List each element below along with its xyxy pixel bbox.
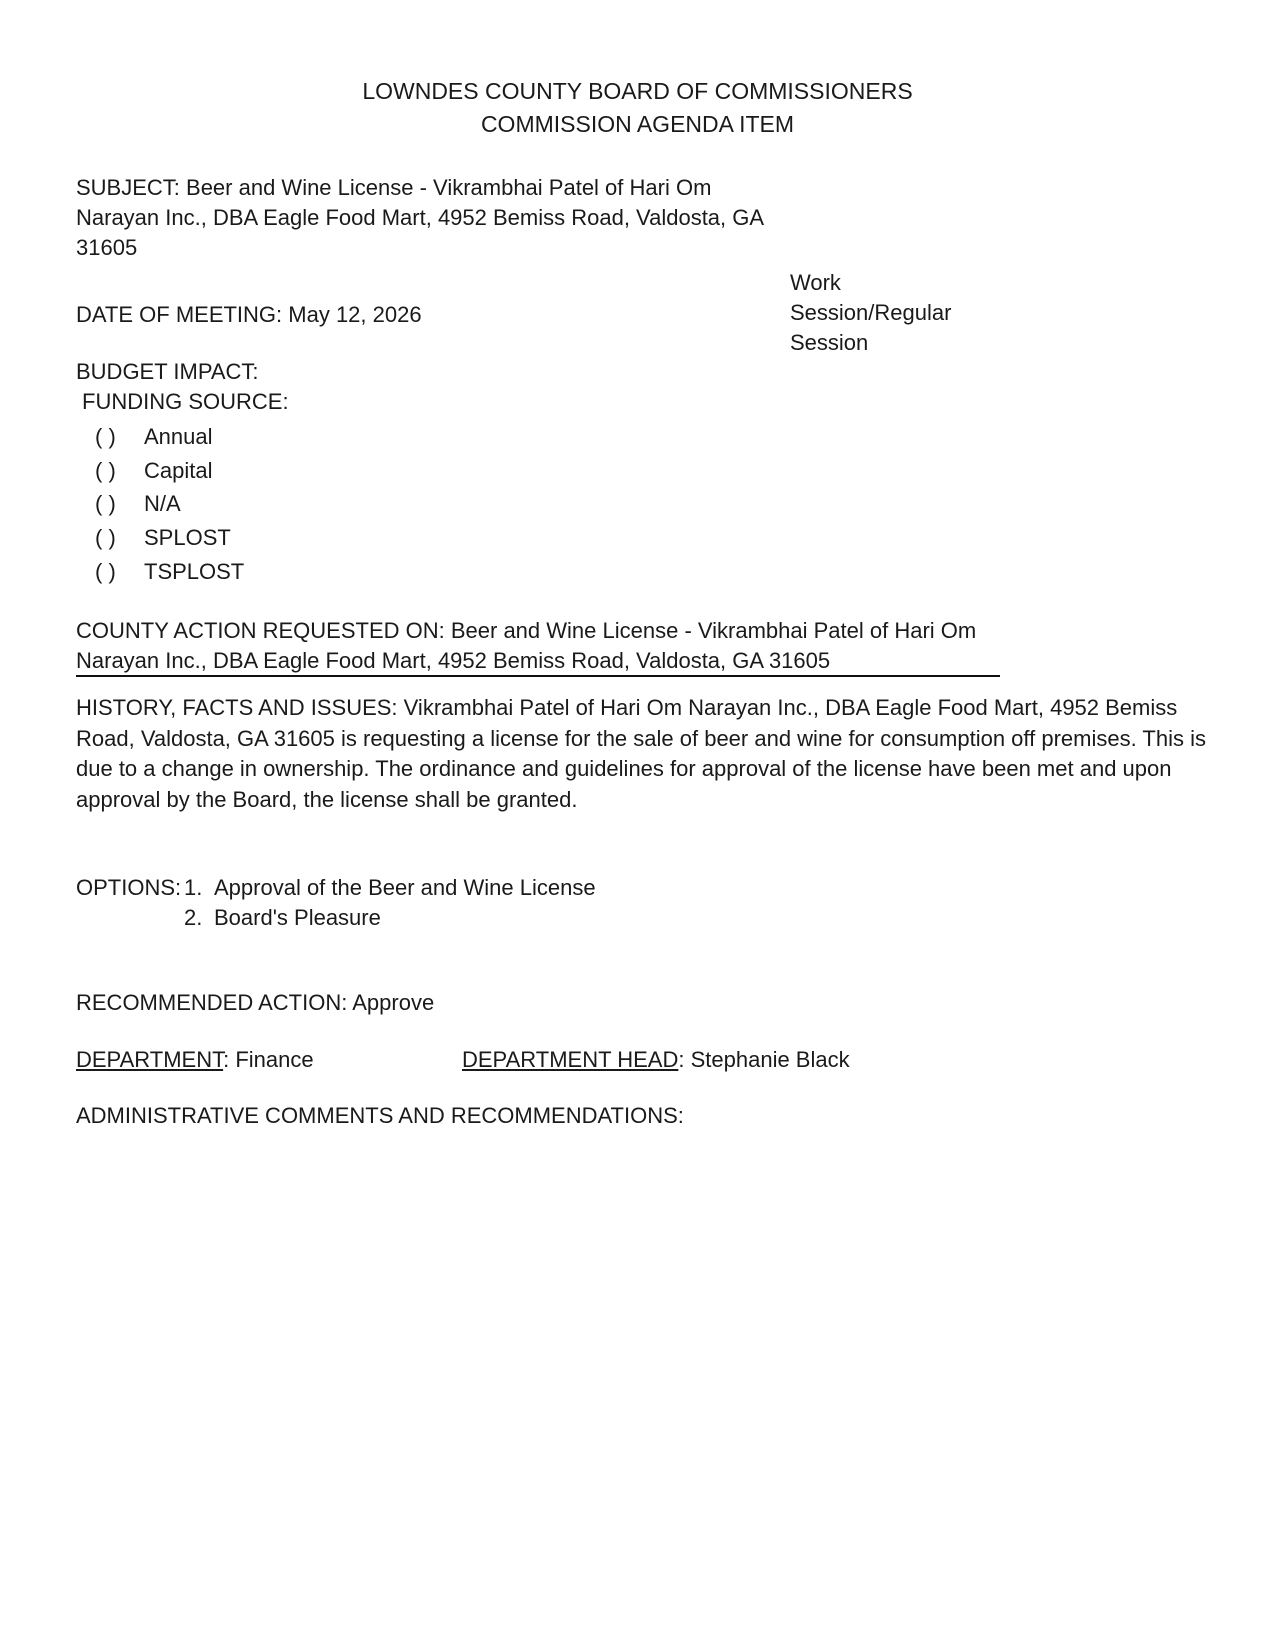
budget-impact-label: BUDGET IMPACT: bbox=[76, 359, 259, 384]
option-2-text: Board's Pleasure bbox=[214, 905, 381, 930]
department-field bbox=[76, 1045, 314, 1075]
agenda-item-title: COMMISSION AGENDA ITEM bbox=[480, 111, 795, 137]
department-label: DEPARTMENT bbox=[76, 1047, 224, 1072]
meeting-date: DATE OF MEETING: May 12, 2026 bbox=[76, 302, 422, 327]
funding-option-splost-checkbox: ( ) bbox=[95, 525, 116, 550]
department-head-value: : Stephanie Black bbox=[678, 1047, 850, 1072]
subject-line-3: 31605 bbox=[76, 235, 138, 260]
option-1-number: 1. bbox=[184, 875, 203, 900]
subject-line-1: SUBJECT: Beer and Wine License - Vikrambhai Patel of Hari Om bbox=[76, 175, 712, 200]
subject-line-2: Narayan Inc., DBA Eagle Food Mart, 4952 Bemiss Road, Valdosta, GA bbox=[76, 205, 765, 230]
session-line-3: Session bbox=[790, 330, 869, 355]
options-label: OPTIONS: bbox=[76, 875, 182, 900]
funding-option-annual-checkbox: ( ) bbox=[95, 424, 116, 449]
funding-source-label: FUNDING SOURCE: bbox=[82, 389, 289, 414]
board-title: LOWNDES COUNTY BOARD OF COMMISSIONERS bbox=[362, 78, 913, 104]
option-1-text: Approval of the Beer and Wine License bbox=[214, 875, 596, 900]
funding-option-annual-label: Annual bbox=[144, 424, 213, 449]
department-head-field bbox=[462, 1045, 850, 1075]
session-line-1: Work bbox=[790, 270, 841, 295]
funding-option-na-checkbox: ( ) bbox=[95, 491, 116, 516]
department-head-label: DEPARTMENT HEAD bbox=[462, 1047, 679, 1072]
recommended-action: RECOMMENDED ACTION: Approve bbox=[76, 990, 435, 1015]
funding-option-na-label: N/A bbox=[144, 491, 181, 516]
option-2-number: 2. bbox=[184, 905, 203, 930]
funding-option-splost-label: SPLOST bbox=[144, 525, 231, 550]
action-requested-line-1: COUNTY ACTION REQUESTED ON: Beer and Wine License - Vikrambhai Patel of Hari Om bbox=[76, 618, 977, 643]
session-line-2: Session/Regular bbox=[790, 300, 952, 325]
department-value: : Finance bbox=[223, 1047, 314, 1072]
funding-option-capital-label: Capital bbox=[144, 458, 213, 483]
section-divider bbox=[76, 675, 1000, 677]
action-requested-line-2: Narayan Inc., DBA Eagle Food Mart, 4952 Bemiss Road, Valdosta, GA 31605 bbox=[76, 648, 831, 673]
history-facts-issues: HISTORY, FACTS AND ISSUES: Vikrambhai Patel of Hari Om Narayan Inc., DBA Eagle Food Mart, 4952 Bemiss Road, Valdosta, GA 31605 is requesting a license for the sale of beer and wine for consumption off premises. This is due to a change in ownership. The ordinance and guidelines for approval of the license have been met and upon approval by the Board, the license shall be granted. bbox=[76, 695, 1206, 812]
administrative-comments-label: ADMINISTRATIVE COMMENTS AND RECOMMENDATIONS: bbox=[76, 1103, 684, 1128]
funding-option-tsplost-label: TSPLOST bbox=[144, 559, 245, 584]
funding-option-capital-checkbox: ( ) bbox=[95, 458, 116, 483]
funding-option-tsplost-checkbox: ( ) bbox=[95, 559, 116, 584]
